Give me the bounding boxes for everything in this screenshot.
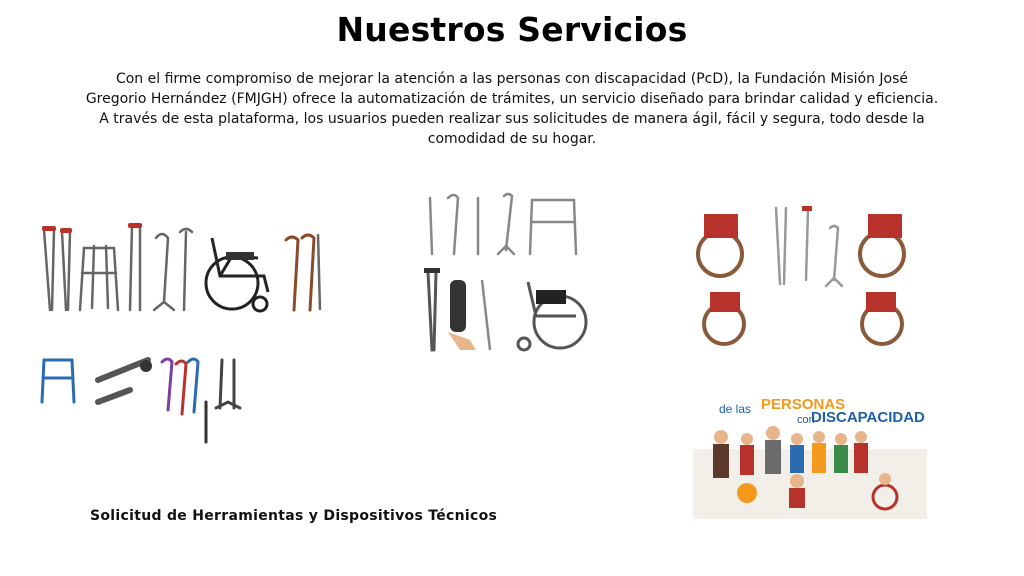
intro-line: A través de esta plataforma, los usuarios pueden realizar sus solicitudes de manera ágil, fácil y segura, todo desde la <box>99 111 925 127</box>
banner-text-2: PERSONAS <box>761 396 846 413</box>
banner-text-3: con <box>797 414 815 426</box>
intro-line: Gregorio Hernández (FMJGH) ofrece la automatización de trámites, un servicio diseñado para brindar calidad y eficiencia. <box>85 91 939 107</box>
banner-text-1: de las <box>719 402 752 416</box>
mobility-aids-image-2 <box>38 350 258 445</box>
mobility-aids-image-3 <box>420 190 590 358</box>
banner-image <box>693 389 927 519</box>
banner-text-4: DISCAPACIDAD <box>811 409 925 426</box>
mobility-aids-image-1 <box>36 218 324 318</box>
page-title: Nuestros Servicios <box>336 10 688 49</box>
service-caption: Solicitud de Herramientas y Dispositivos Técnicos <box>90 508 498 524</box>
intro-line: Con el firme compromiso de mejorar la atención a las personas con discapacidad (PcD), la Fundación Misión José <box>115 71 909 87</box>
intro-paragraph <box>8 69 1016 149</box>
mobility-aids-image-4 <box>690 200 918 350</box>
intro-line: comodidad de su hogar. <box>427 131 597 147</box>
